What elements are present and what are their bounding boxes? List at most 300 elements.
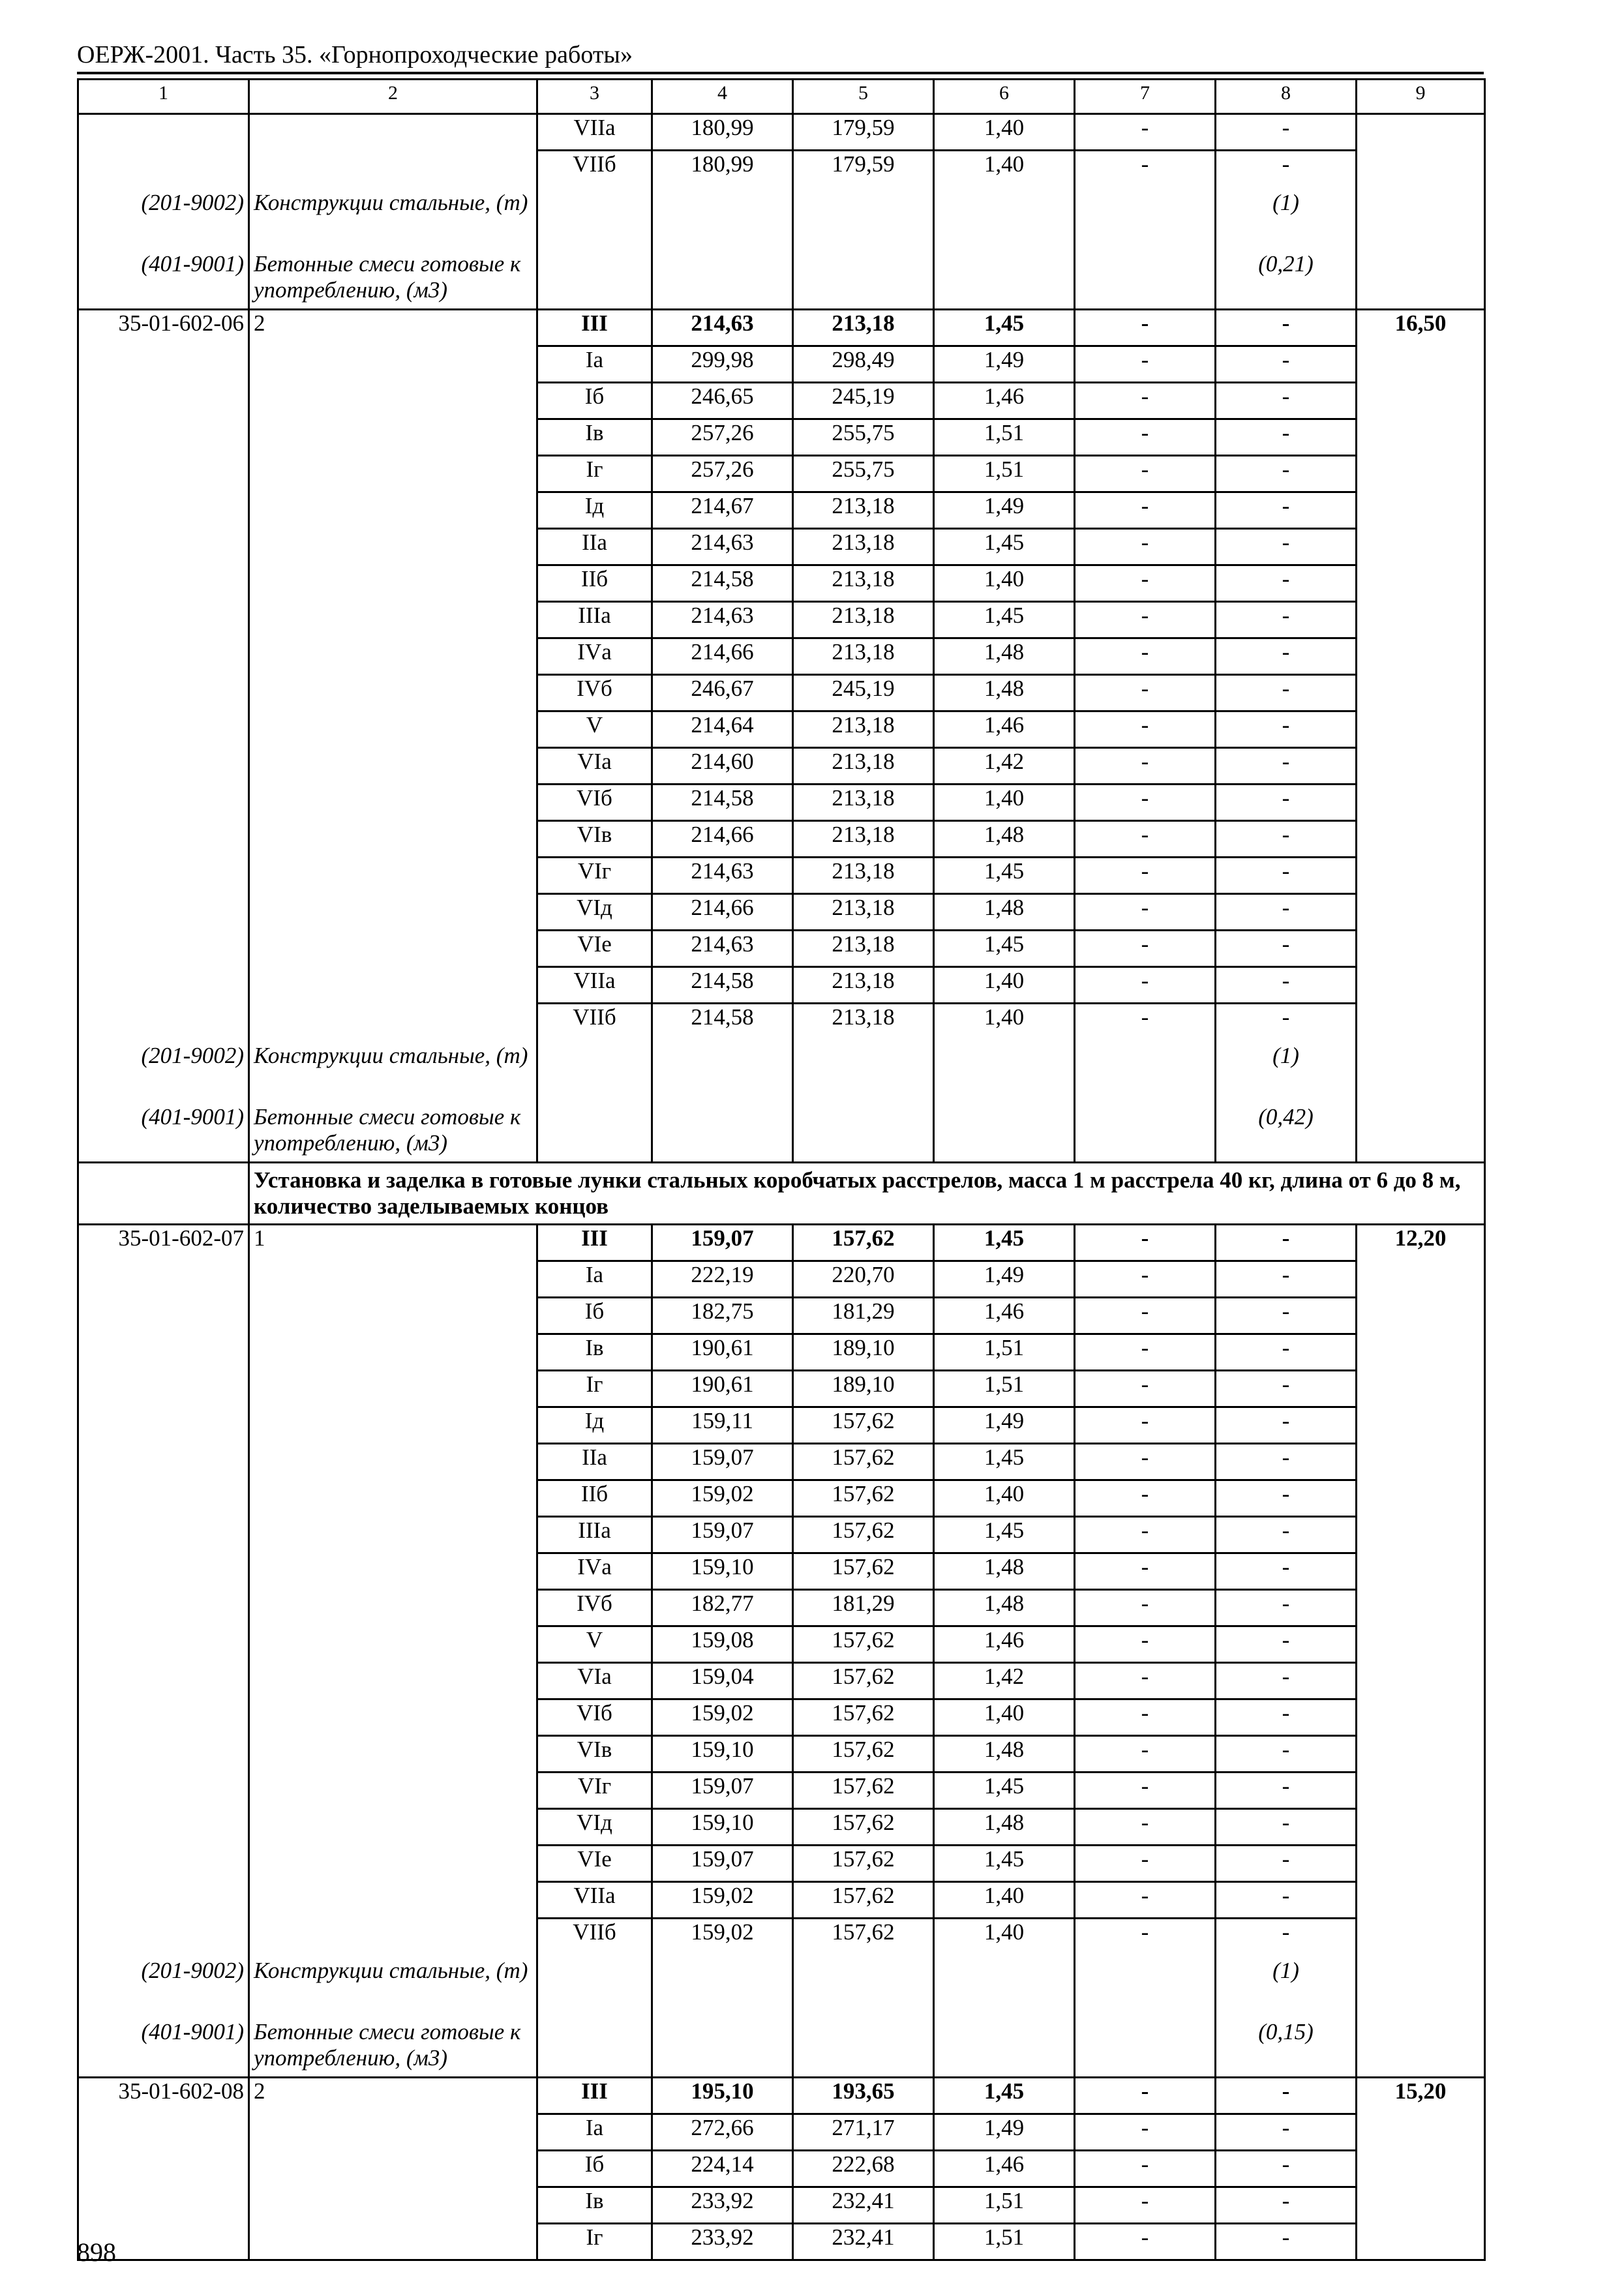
column-number: 2 (249, 80, 537, 114)
cell-col-6: 1,42 (934, 1663, 1075, 1699)
material-row (78, 2015, 1485, 2078)
blank-cell (249, 2151, 537, 2187)
table-row (78, 1663, 1485, 1699)
cell-col-5: 213,18 (793, 785, 934, 821)
table-row (78, 1444, 1485, 1480)
blank-cell (78, 1261, 249, 1298)
cell-col-4: 257,26 (652, 456, 793, 492)
blank-cell (652, 1954, 793, 2015)
cell-col-7: - (1075, 2224, 1216, 2260)
table-row (78, 1553, 1485, 1590)
blank-cell (652, 1100, 793, 1163)
cell-col-4: 214,58 (652, 565, 793, 602)
cell-col-6: 1,45 (934, 1444, 1075, 1480)
material-name: Конструкции стальные, (т) (249, 186, 537, 247)
cell-col-7: - (1075, 748, 1216, 785)
cell-col-5: 232,41 (793, 2224, 934, 2260)
blank-cell (249, 1004, 537, 1040)
blank-cell (78, 1626, 249, 1663)
table-row (78, 1590, 1485, 1626)
cell-col-5: 157,62 (793, 1846, 934, 1882)
cell-col-7: - (1075, 492, 1216, 529)
blank-cell (934, 1100, 1075, 1163)
table-row (78, 2224, 1485, 2260)
blank-cell (1357, 1663, 1485, 1699)
table-row (78, 310, 1485, 346)
blank-cell (537, 186, 652, 247)
table-row (78, 492, 1485, 529)
blank-cell (249, 346, 537, 383)
blank-cell (1357, 821, 1485, 858)
blank-cell (1357, 565, 1485, 602)
cell-col-5: 157,62 (793, 1919, 934, 1954)
section-heading-row (78, 1163, 1485, 1225)
blank-cell (78, 565, 249, 602)
cell-col-8: - (1216, 894, 1357, 931)
cell-col-3: III (537, 2078, 652, 2114)
cell-col-5: 213,18 (793, 711, 934, 748)
cell-col-7: - (1075, 858, 1216, 894)
material-value: (0,42) (1216, 1100, 1357, 1163)
blank-cell (1357, 2114, 1485, 2151)
cell-col-5: 213,18 (793, 931, 934, 967)
blank-cell (1357, 1773, 1485, 1809)
blank-cell (249, 675, 537, 711)
cell-col-5: 157,62 (793, 1773, 934, 1809)
cell-col-3: Iб (537, 383, 652, 419)
blank-cell (78, 967, 249, 1004)
table-row (78, 383, 1485, 419)
cell-col-6: 1,51 (934, 1371, 1075, 1407)
cell-col-7: - (1075, 1809, 1216, 1846)
cell-col-3: VIIа (537, 1882, 652, 1919)
blank-cell (249, 1882, 537, 1919)
table-row (78, 675, 1485, 711)
cell-col-7: - (1075, 1371, 1216, 1407)
cell-col-7: - (1075, 1736, 1216, 1773)
cell-col-7: - (1075, 1517, 1216, 1553)
cell-col-5: 193,65 (793, 2078, 934, 2114)
cell-col-4: 214,58 (652, 785, 793, 821)
blank-cell (934, 1954, 1075, 2015)
cell-col-6: 1,51 (934, 1334, 1075, 1371)
table-row (78, 456, 1485, 492)
blank-cell (78, 529, 249, 565)
blank-cell (1357, 1444, 1485, 1480)
cell-col-8: - (1216, 785, 1357, 821)
blank-cell (1357, 1517, 1485, 1553)
cell-col-6: 1,45 (934, 1517, 1075, 1553)
blank-cell (249, 151, 537, 187)
material-code: (201-9002) (78, 1039, 249, 1100)
cell-col-8: - (1216, 346, 1357, 383)
blank-cell (78, 1407, 249, 1444)
cell-col-7: - (1075, 1444, 1216, 1480)
cell-col-7: - (1075, 1298, 1216, 1334)
cell-col-3: VIг (537, 1773, 652, 1809)
cell-col-5: 255,75 (793, 456, 934, 492)
cell-col-6: 1,40 (934, 565, 1075, 602)
blank-cell (1357, 858, 1485, 894)
cell-col-7: - (1075, 456, 1216, 492)
norm-code: 35-01-602-07 (78, 1225, 249, 1261)
blank-cell (1357, 1334, 1485, 1371)
cell-col-7: - (1075, 1590, 1216, 1626)
cell-col-3: VIв (537, 821, 652, 858)
cell-col-5: 213,18 (793, 967, 934, 1004)
cell-col-8: - (1216, 858, 1357, 894)
cell-col-3: Iг (537, 1371, 652, 1407)
cell-col-3: Iа (537, 2114, 652, 2151)
blank-cell (78, 151, 249, 187)
blank-cell (249, 785, 537, 821)
cell-col-7: - (1075, 821, 1216, 858)
material-value: (1) (1216, 1039, 1357, 1100)
blank-cell (249, 858, 537, 894)
cell-col-8: - (1216, 114, 1357, 151)
cell-col-3: IIIа (537, 1517, 652, 1553)
cell-col-6: 1,46 (934, 383, 1075, 419)
cell-col-3: VIIб (537, 1919, 652, 1954)
column-number: 1 (78, 80, 249, 114)
material-row (78, 247, 1485, 310)
cell-col-5: 222,68 (793, 2151, 934, 2187)
blank-cell (1357, 2151, 1485, 2187)
blank-cell (78, 748, 249, 785)
cell-col-5: 220,70 (793, 1261, 934, 1298)
cell-col-4: 224,14 (652, 2151, 793, 2187)
blank-cell (249, 1407, 537, 1444)
blank-cell (78, 1334, 249, 1371)
material-name: Бетонные смеси готовые к употреблению, (м3) (249, 1100, 537, 1163)
cell-col-5: 157,62 (793, 1444, 934, 1480)
cell-col-5: 213,18 (793, 492, 934, 529)
table-row (78, 1407, 1485, 1444)
blank-cell (249, 821, 537, 858)
table-row (78, 1004, 1485, 1040)
cell-col-5: 245,19 (793, 383, 934, 419)
blank-cell (1357, 1480, 1485, 1517)
blank-cell (1075, 1100, 1216, 1163)
cell-col-3: IIа (537, 1444, 652, 1480)
cell-col-4: 159,07 (652, 1225, 793, 1261)
cell-col-4: 190,61 (652, 1371, 793, 1407)
table-row (78, 1261, 1485, 1298)
cell-col-4: 159,07 (652, 1773, 793, 1809)
table-row (78, 1699, 1485, 1736)
blank-cell (249, 602, 537, 638)
cell-col-3: IVб (537, 675, 652, 711)
blank-cell (249, 383, 537, 419)
blank-cell (249, 638, 537, 675)
table-row (78, 1225, 1485, 1261)
blank-cell (1357, 2224, 1485, 2260)
cell-col-3: VIе (537, 1846, 652, 1882)
cell-col-6: 1,48 (934, 821, 1075, 858)
table-row (78, 529, 1485, 565)
cell-col-5: 213,18 (793, 1004, 934, 1040)
cell-col-4: 233,92 (652, 2187, 793, 2224)
cell-col-7: - (1075, 894, 1216, 931)
cell-col-3: Iг (537, 456, 652, 492)
cell-col-7: - (1075, 1882, 1216, 1919)
cell-col-5: 157,62 (793, 1480, 934, 1517)
cell-col-7: - (1075, 1334, 1216, 1371)
cell-col-7: - (1075, 1407, 1216, 1444)
cell-col-5: 213,18 (793, 602, 934, 638)
cell-col-3: Iв (537, 2187, 652, 2224)
cell-col-3: VIб (537, 1699, 652, 1736)
cell-col-5: 298,49 (793, 346, 934, 383)
blank-cell (249, 565, 537, 602)
blank-cell (1357, 785, 1485, 821)
blank-cell (78, 785, 249, 821)
blank-cell (249, 2114, 537, 2151)
cell-col-7: - (1075, 2187, 1216, 2224)
cell-col-4: 180,99 (652, 151, 793, 187)
cell-col-8: - (1216, 2078, 1357, 2114)
cell-col-7: - (1075, 1663, 1216, 1699)
table-row (78, 114, 1485, 151)
blank-cell (1075, 1954, 1216, 2015)
cell-col-8: - (1216, 1846, 1357, 1882)
cell-col-8: - (1216, 1298, 1357, 1334)
blank-cell (78, 1517, 249, 1553)
blank-cell (793, 1954, 934, 2015)
cell-col-4: 159,07 (652, 1846, 793, 1882)
cell-col-5: 179,59 (793, 151, 934, 187)
cell-col-3: Iб (537, 1298, 652, 1334)
cell-col-8: - (1216, 383, 1357, 419)
cell-col-3: VIIа (537, 967, 652, 1004)
cell-col-3: IIб (537, 1480, 652, 1517)
cell-col-4: 214,60 (652, 748, 793, 785)
cell-col-6: 1,45 (934, 602, 1075, 638)
cell-col-3: VIд (537, 894, 652, 931)
blank-cell (249, 1736, 537, 1773)
cell-col-4: 159,02 (652, 1919, 793, 1954)
cell-col-8: - (1216, 310, 1357, 346)
blank-cell (249, 1553, 537, 1590)
column-number: 9 (1357, 80, 1485, 114)
blank-cell (537, 1954, 652, 2015)
cell-col-8: - (1216, 1225, 1357, 1261)
cell-col-6: 1,40 (934, 1004, 1075, 1040)
blank-cell (78, 1371, 249, 1407)
cell-col-8: - (1216, 1553, 1357, 1590)
cell-col-4: 159,02 (652, 1882, 793, 1919)
cell-col-8: - (1216, 2114, 1357, 2151)
cell-col-3: Iа (537, 346, 652, 383)
blank-cell (652, 1039, 793, 1100)
table-row (78, 602, 1485, 638)
cell-col-3: VIIа (537, 114, 652, 151)
blank-cell (934, 2015, 1075, 2078)
cell-col-6: 1,40 (934, 1699, 1075, 1736)
cell-col-7: - (1075, 114, 1216, 151)
table-row (78, 1846, 1485, 1882)
column-number-row (78, 80, 1485, 114)
blank-cell (78, 821, 249, 858)
table-row (78, 1882, 1485, 1919)
cell-col-3: IIIа (537, 602, 652, 638)
cell-col-4: 214,66 (652, 894, 793, 931)
norm-param: 2 (249, 2078, 537, 2114)
cell-col-7: - (1075, 1773, 1216, 1809)
cell-col-6: 1,48 (934, 638, 1075, 675)
blank-cell (249, 2187, 537, 2224)
cell-col-6: 1,48 (934, 1736, 1075, 1773)
material-row (78, 1039, 1485, 1100)
cell-col-4: 182,77 (652, 1590, 793, 1626)
blank-cell (1357, 114, 1485, 151)
cell-col-3: Iб (537, 2151, 652, 2187)
cell-col-5: 213,18 (793, 638, 934, 675)
cell-col-5: 213,18 (793, 310, 934, 346)
cell-col-8: - (1216, 1882, 1357, 1919)
cell-col-4: 257,26 (652, 419, 793, 456)
cell-col-4: 299,98 (652, 346, 793, 383)
col9-value: 16,50 (1357, 310, 1485, 346)
cell-col-5: 157,62 (793, 1882, 934, 1919)
blank-cell (1357, 967, 1485, 1004)
cell-col-5: 213,18 (793, 894, 934, 931)
cell-col-4: 214,63 (652, 529, 793, 565)
blank-cell (78, 1298, 249, 1334)
blank-cell (1357, 186, 1485, 247)
blank-cell (1357, 1100, 1485, 1163)
cell-col-6: 1,48 (934, 1590, 1075, 1626)
blank-cell (78, 894, 249, 931)
cell-col-4: 272,66 (652, 2114, 793, 2151)
material-value: (0,21) (1216, 247, 1357, 310)
cell-col-4: 214,58 (652, 1004, 793, 1040)
cell-col-3: IVа (537, 638, 652, 675)
blank-cell (1357, 1846, 1485, 1882)
blank-cell (1357, 247, 1485, 310)
cell-col-5: 245,19 (793, 675, 934, 711)
cell-col-3: IVа (537, 1553, 652, 1590)
blank-cell (537, 1039, 652, 1100)
cell-col-7: - (1075, 675, 1216, 711)
blank-cell (78, 1809, 249, 1846)
blank-cell (1357, 419, 1485, 456)
column-number: 4 (652, 80, 793, 114)
blank-cell (1357, 638, 1485, 675)
blank-cell (1075, 247, 1216, 310)
cell-col-8: - (1216, 1919, 1357, 1954)
cell-col-4: 214,66 (652, 638, 793, 675)
cell-col-3: VIе (537, 931, 652, 967)
cell-col-8: - (1216, 1590, 1357, 1626)
table-row (78, 2187, 1485, 2224)
cell-col-7: - (1075, 711, 1216, 748)
cell-col-6: 1,45 (934, 310, 1075, 346)
cell-col-8: - (1216, 821, 1357, 858)
cell-col-7: - (1075, 1225, 1216, 1261)
cell-col-4: 182,75 (652, 1298, 793, 1334)
cell-col-7: - (1075, 2151, 1216, 2187)
cell-col-4: 159,07 (652, 1517, 793, 1553)
material-value: (0,15) (1216, 2015, 1357, 2078)
blank-cell (78, 1590, 249, 1626)
cell-col-7: - (1075, 1846, 1216, 1882)
blank-cell (537, 2015, 652, 2078)
cell-col-4: 233,92 (652, 2224, 793, 2260)
cell-col-5: 157,62 (793, 1407, 934, 1444)
blank-cell (934, 247, 1075, 310)
table-row (78, 931, 1485, 967)
cell-col-6: 1,45 (934, 529, 1075, 565)
cell-col-4: 246,67 (652, 675, 793, 711)
blank-cell (78, 1444, 249, 1480)
cell-col-3: VIб (537, 785, 652, 821)
cell-col-8: - (1216, 2224, 1357, 2260)
cell-col-6: 1,46 (934, 1626, 1075, 1663)
norm-param: 1 (249, 1225, 537, 1261)
col9-value: 15,20 (1357, 2078, 1485, 2114)
cell-col-6: 1,45 (934, 931, 1075, 967)
blank-cell (78, 602, 249, 638)
cell-col-6: 1,46 (934, 2151, 1075, 2187)
cell-col-5: 189,10 (793, 1371, 934, 1407)
cell-col-3: IIа (537, 529, 652, 565)
cell-col-4: 195,10 (652, 2078, 793, 2114)
cell-col-8: - (1216, 1626, 1357, 1663)
blank-cell (78, 858, 249, 894)
cell-col-6: 1,40 (934, 967, 1075, 1004)
norm-code: 35-01-602-08 (78, 2078, 249, 2114)
blank-cell (78, 638, 249, 675)
cell-col-4: 159,10 (652, 1736, 793, 1773)
blank-cell (249, 2224, 537, 2260)
cell-col-6: 1,40 (934, 114, 1075, 151)
blank-cell (249, 529, 537, 565)
cell-col-5: 232,41 (793, 2187, 934, 2224)
cell-col-7: - (1075, 1261, 1216, 1298)
blank-cell (1357, 346, 1485, 383)
blank-cell (249, 1590, 537, 1626)
blank-cell (1357, 529, 1485, 565)
blank-cell (1357, 1004, 1485, 1040)
blank-cell (249, 1298, 537, 1334)
cell-col-4: 159,10 (652, 1809, 793, 1846)
blank-cell (249, 419, 537, 456)
blank-cell (1357, 1736, 1485, 1773)
cell-col-6: 1,40 (934, 1882, 1075, 1919)
cell-col-8: - (1216, 419, 1357, 456)
cell-col-3: VIв (537, 1736, 652, 1773)
cell-col-8: - (1216, 675, 1357, 711)
blank-cell (78, 419, 249, 456)
cell-col-7: - (1075, 2114, 1216, 2151)
cell-col-5: 213,18 (793, 748, 934, 785)
column-number: 5 (793, 80, 934, 114)
blank-cell (793, 247, 934, 310)
cell-col-3: V (537, 1626, 652, 1663)
cell-col-4: 246,65 (652, 383, 793, 419)
cell-col-4: 159,10 (652, 1553, 793, 1590)
cell-col-7: - (1075, 2078, 1216, 2114)
blank-cell (793, 1100, 934, 1163)
table-row (78, 1919, 1485, 1954)
table-row (78, 2078, 1485, 2114)
blank-cell (78, 931, 249, 967)
cell-col-3: Iд (537, 1407, 652, 1444)
cell-col-8: - (1216, 748, 1357, 785)
cell-col-6: 1,40 (934, 1480, 1075, 1517)
blank-cell (1357, 1809, 1485, 1846)
